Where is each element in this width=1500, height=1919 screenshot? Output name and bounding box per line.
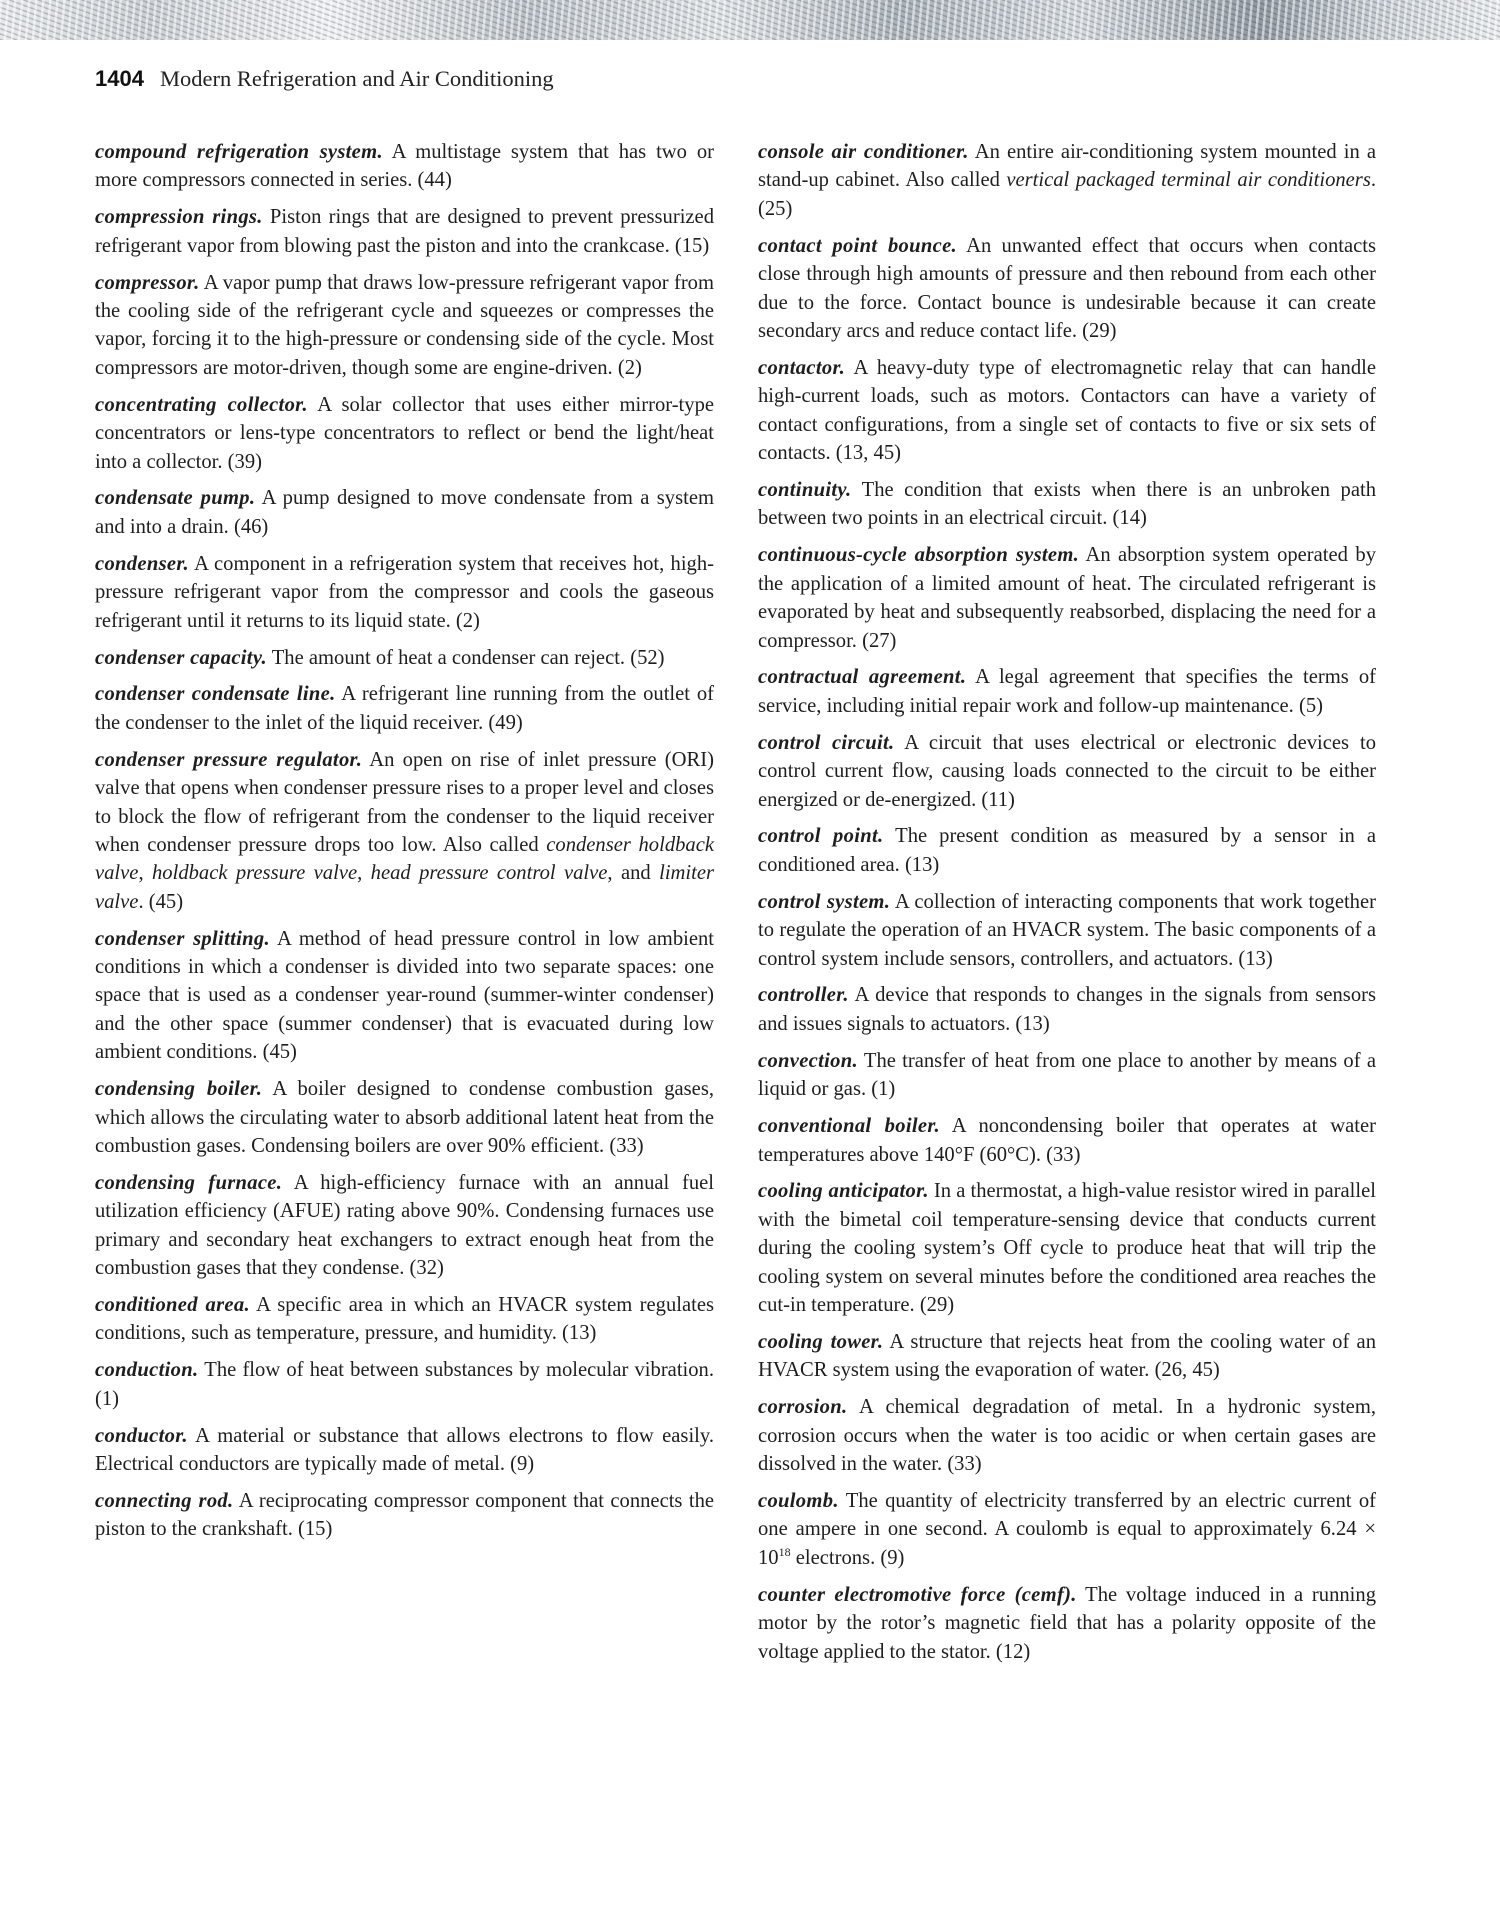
glossary-definition: An entire air-conditioning system mounted in a stand-up cabinet. Also called <box>758 141 1376 192</box>
glossary-entry <box>95 1075 714 1160</box>
glossary-term: contractual agreement. <box>758 666 967 689</box>
glossary-definition: A noncondensing boiler that operates at water temperatures above 140°F (60°C). (33) <box>758 1115 1376 1166</box>
glossary-term: corrosion. <box>758 1396 848 1419</box>
glossary-definition: A reciprocating compressor component that connects the piston to the crankshaft. (15) <box>95 1489 715 1541</box>
glossary-definition: A high-efficiency furnace with an annual fuel utilization efficiency (AFUE) rating above 90%. Condensing furnaces use primary and secondary heat exchangers to extract enough heat from the combustion gases that they condense. (32) <box>95 1171 714 1280</box>
glossary-term: convection. <box>758 1049 858 1072</box>
glossary-entry <box>95 925 714 1067</box>
glossary-definition: A method of head pressure control in low ambient conditions in which a condenser is divided into two separate spaces: one space that is used as a condenser year-round (summer-winter condenser) and the other space (summer condenser) that is evacuated during low ambient conditions. (45) <box>95 927 714 1064</box>
glossary-definition: In a thermostat, a high-value resistor wired in parallel with the bimetal coil temperature-sensing device that conducts current during the cooling system’s Off cycle to produce heat that will trip the cooling system on several minutes before the conditioned area reaches the cut-in temperature. (29) <box>758 1180 1376 1317</box>
glossary-column-right <box>758 138 1376 1674</box>
superscript-exponent: 18 <box>778 1544 791 1559</box>
glossary-definition: An absorption system operated by the application of a limited amount of heat. The circulated refrigerant is evaporated by heat and subsequently reabsorbed, displacing the need for a compressor. (27) <box>758 544 1376 652</box>
glossary-term: condenser pressure regulator. <box>95 748 363 771</box>
glossary-definition: A circuit that uses electrical or electronic devices to control current flow, causing loads connected to the circuit to be either energized or de-energized. (11) <box>758 731 1377 811</box>
glossary-definition: The voltage induced in a running motor by the rotor’s magnetic field that has a polarity opposite of the voltage applied to the stator. (12) <box>758 1583 1376 1663</box>
separator: , and <box>607 862 660 885</box>
glossary-definition: A solar collector that uses either mirror-type concentrators or lens-type concentrators to reflect or bend the light/heat into a collector. (39) <box>95 393 715 473</box>
glossary-term: concentrating collector. <box>95 393 308 416</box>
glossary-entry <box>758 476 1376 533</box>
glossary-entry <box>758 1393 1376 1478</box>
glossary-entry <box>95 644 714 672</box>
glossary-entry <box>758 1047 1376 1104</box>
glossary-term: control point. <box>758 825 884 848</box>
glossary-term: compression rings. <box>95 206 263 229</box>
alternate-term: condenser holdback valve <box>95 833 714 885</box>
glossary-definition: A legal agreement that specifies the terms of service, including initial repair work and follow-up maintenance. (5) <box>758 666 1376 717</box>
glossary-term: condenser condensate line. <box>95 683 336 706</box>
glossary-entry <box>758 663 1376 720</box>
glossary-entry <box>758 138 1376 223</box>
glossary-term: console air conditioner. <box>758 141 969 163</box>
glossary-term: compound refrigeration system. <box>95 141 383 163</box>
glossary-entry <box>95 484 714 541</box>
glossary-definition: A multistage system that has two or more compressors connected in series. (44) <box>95 141 714 192</box>
alternate-term: vertical packaged terminal air conditioners <box>1006 169 1371 192</box>
glossary-term: continuity. <box>758 478 852 501</box>
glossary-definition: A specific area in which an HVACR system regulates conditions, such as temperature, pressure, and humidity. (13) <box>95 1294 714 1345</box>
glossary-definition: A heavy-duty type of electromagnetic relay that can handle high-current loads, such as motors. Contactors can have a variety of contact configurations, from a single set of contacts to five or six sets of contacts. (13, 45) <box>758 356 1376 465</box>
glossary-definition: The amount of heat a condenser can reject. (52) <box>266 646 665 669</box>
definition-tail: electrons. (9) <box>790 1546 905 1569</box>
glossary-term: cooling tower. <box>758 1330 884 1353</box>
glossary-entry <box>758 729 1376 814</box>
glossary-definition: A structure that rejects heat from the cooling water of an HVACR system using the evaporation of water. (26, 45) <box>758 1330 1376 1382</box>
glossary-definition: A material or substance that allows electrons to flow easily. Electrical conductors are typically made of metal. (9) <box>95 1424 714 1476</box>
glossary-entry <box>758 354 1376 468</box>
header-texture-band <box>0 0 1500 40</box>
alternate-term: holdback pressure valve <box>152 862 358 885</box>
glossary-entry <box>758 888 1376 973</box>
alternate-term: head pressure control valve <box>370 862 608 885</box>
glossary-term: control circuit. <box>758 731 895 754</box>
glossary-term: continuous-cycle absorption system. <box>758 544 1080 567</box>
glossary-definition: A refrigerant line running from the outlet of the condenser to the inlet of the liquid receiver. (49) <box>95 683 714 734</box>
glossary-definition: A component in a refrigeration system that receives hot, high-pressure refrigerant vapor from the compressor and cools the gaseous refrigerant until it returns to its liquid state. (2) <box>95 552 714 632</box>
glossary-term: contactor. <box>758 356 846 379</box>
glossary-term: conditioned area. <box>95 1294 250 1317</box>
glossary-term: connecting rod. <box>95 1489 234 1512</box>
glossary-term: control system. <box>758 890 891 913</box>
glossary-definition: The quantity of electricity transferred by an electric current of one ampere in one second. A coulomb is equal to approximately 6.24 × 10 <box>758 1489 1376 1569</box>
glossary-entry <box>95 746 714 916</box>
glossary-definition: A pump designed to move condensate from a system and into a drain. (46) <box>95 487 714 538</box>
glossary-definition: The transfer of heat from one place to another by means of a liquid or gas. (1) <box>758 1049 1376 1101</box>
glossary-entry <box>95 391 714 476</box>
glossary-term: cooling anticipator. <box>758 1180 929 1203</box>
glossary-entry <box>758 541 1376 655</box>
glossary-entry <box>95 1422 714 1479</box>
glossary-definition: The flow of heat between substances by molecular vibration. (1) <box>95 1359 714 1410</box>
glossary-definition: A chemical degradation of metal. In a hydronic system, corrosion occurs when the water is too acidic or when certain gases are dissolved in the water. (33) <box>758 1396 1376 1476</box>
glossary-definition: A collection of interacting components that work together to regulate the operation of an HVACR system. The basic components of a control system include sensors, controllers, and actuators. (13) <box>758 890 1376 970</box>
glossary-term: conductor. <box>95 1424 188 1447</box>
glossary-entry <box>95 550 714 635</box>
glossary-term: controller. <box>758 984 849 1007</box>
alternate-term: limiter valve <box>95 862 715 913</box>
glossary-term: condenser capacity. <box>95 646 267 669</box>
glossary-term: conventional boiler. <box>758 1115 940 1138</box>
glossary-term: coulomb. <box>758 1489 839 1512</box>
glossary-term: condensing boiler. <box>95 1078 263 1101</box>
definition-tail: . (45) <box>138 890 184 913</box>
page-number: 1404 <box>95 66 144 91</box>
glossary-entry <box>758 1177 1376 1319</box>
glossary-entry <box>758 232 1376 346</box>
glossary-definition: The present condition as measured by a sensor in a conditioned area. (13) <box>758 825 1376 876</box>
glossary-term: condenser splitting. <box>95 927 270 950</box>
glossary-term: counter electromotive force (cemf). <box>758 1583 1077 1606</box>
definition-tail: . (25) <box>758 169 1376 220</box>
glossary-term: conduction. <box>95 1359 199 1382</box>
glossary-entry <box>95 203 714 260</box>
glossary-entry <box>95 1291 714 1348</box>
glossary-entry <box>758 1112 1376 1169</box>
glossary-term: compressor. <box>95 271 200 294</box>
glossary-term: condensing furnace. <box>95 1171 283 1194</box>
glossary-definition: An open on rise of inlet pressure (ORI) valve that opens when condenser pressure rises to a proper level and closes to block the flow of refrigerant from the condenser to the liquid receiver when condenser pressure drops too low. Also called <box>95 748 714 856</box>
glossary-entry <box>95 1356 714 1413</box>
glossary-entry <box>758 1487 1376 1572</box>
glossary-definition: A device that responds to changes in the signals from sensors and issues signals to actuators. (13) <box>758 984 1376 1035</box>
glossary-entry <box>95 269 714 383</box>
glossary-definition: The condition that exists when there is an unbroken path between two points in an electrical circuit. (14) <box>758 478 1376 530</box>
separator: , <box>138 862 152 885</box>
glossary-entry <box>758 822 1376 879</box>
glossary-definition: A vapor pump that draws low-pressure refrigerant vapor from the cooling side of the refrigerant cycle and squeezes or compresses the vapor, forcing it to the high-pressure or condensing side of the cycle. Most compressors are motor-driven, though some are engine-driven. (2) <box>95 271 714 379</box>
glossary-term: condenser. <box>95 552 189 575</box>
glossary-definition: A boiler designed to condense combustion gases, which allows the circulating water to absorb additional latent heat from the combustion gases. Condensing boilers are over 90% efficient. (33) <box>95 1078 714 1157</box>
glossary-term: contact point bounce. <box>758 234 957 257</box>
glossary-entry <box>758 1328 1376 1385</box>
glossary-entry <box>95 1169 714 1283</box>
glossary-definition: Piston rings that are designed to prevent pressurized refrigerant vapor from blowing past the piston and into the crankcase. (15) <box>95 206 714 257</box>
glossary-entry <box>95 138 714 195</box>
glossary-entry <box>95 1487 714 1544</box>
glossary-definition: An unwanted effect that occurs when contacts close through high amounts of pressure and then rebound from each other due to the force. Contact bounce is undesirable because it can create secondary arcs and reduce contact life. (29) <box>758 234 1376 342</box>
glossary-term: condensate pump. <box>95 487 256 510</box>
running-head <box>95 66 554 96</box>
separator: , <box>357 862 371 885</box>
glossary-entry <box>95 680 714 737</box>
glossary-entry <box>758 981 1376 1038</box>
glossary-column-left <box>95 138 714 1552</box>
glossary-entry <box>758 1581 1376 1666</box>
book-title: Modern Refrigeration and Air Conditioning <box>159 66 554 91</box>
